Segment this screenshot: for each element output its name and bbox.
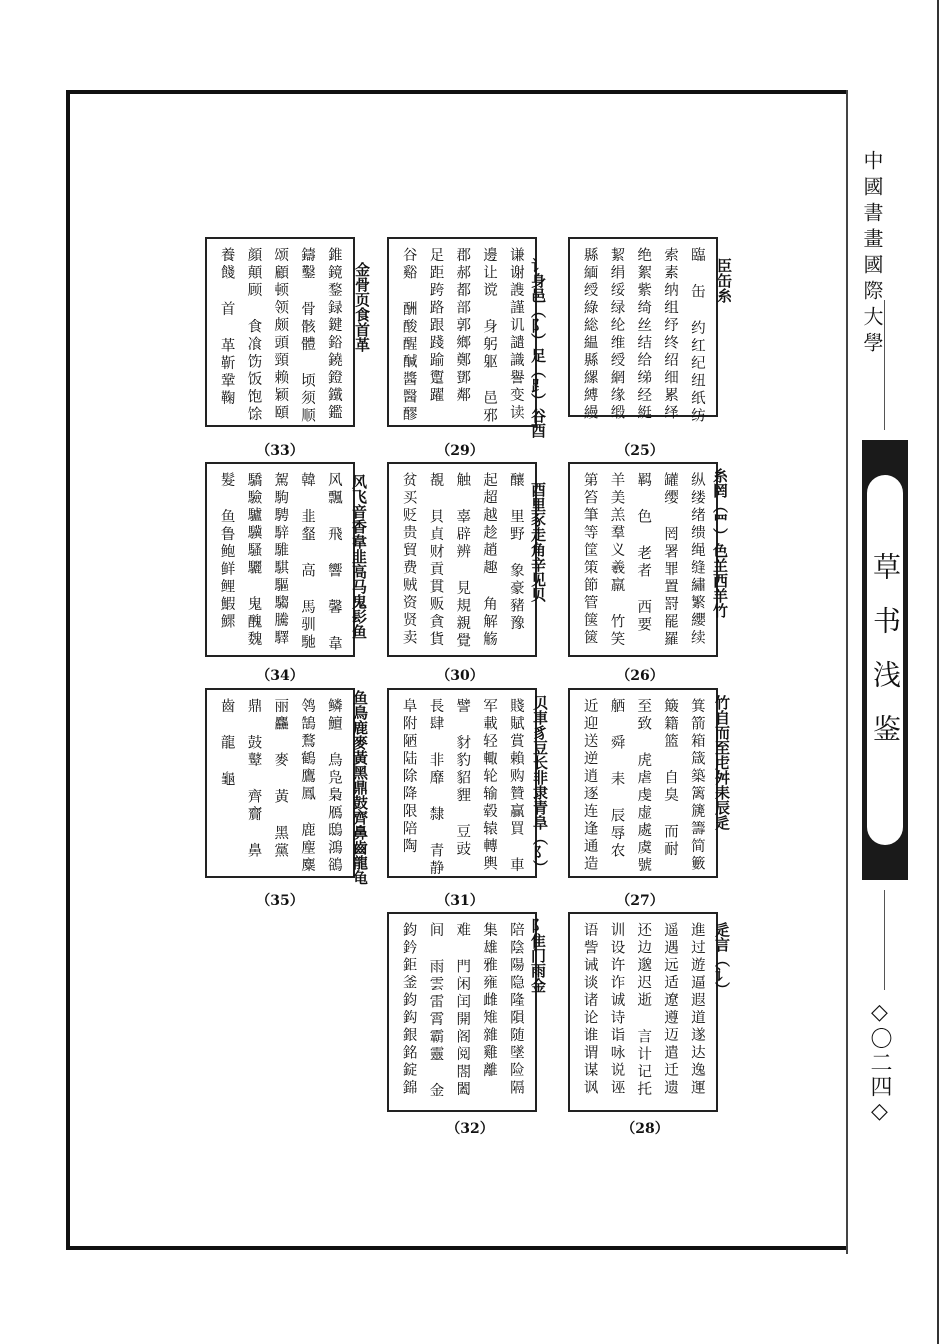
- character-column: 舾 舜 耒 辰辱农: [608, 698, 625, 860]
- character-column: 韓 韭韰 高 馬驯馳: [299, 472, 316, 652]
- character-column: 鑄鑿 骨骸體 顷须顺: [299, 247, 316, 425]
- character-column: 絜绢绥绿纶维绶網缘缎: [608, 247, 625, 422]
- character-column: 齒 龍 龜: [218, 698, 235, 789]
- section-number: （32）: [446, 1121, 494, 1137]
- character-column: 罐缨 罔署罪置罸罷羅: [662, 472, 679, 649]
- character-column: 还边邈迟逝 言计记托: [635, 922, 652, 1099]
- character-column: 覩 貝貞财貢貫贩貪貨: [427, 472, 444, 649]
- character-column: 语訾诫谈诸论谁谓谋讽: [581, 922, 598, 1097]
- character-column: 髮 鱼鲁鲍鲜鲤鰕鰥: [218, 472, 235, 631]
- character-column: 起超越趁趙趣 角解觞: [481, 472, 498, 649]
- character-column: 羁 色 老者 西要: [635, 472, 652, 634]
- section-number: （28）: [621, 1121, 669, 1137]
- character-column: 贫买贬贵貿费贼资贤卖: [400, 472, 417, 647]
- character-column: 鈞鈐鉅釜鈞鈎銀銘錠錦: [400, 922, 417, 1097]
- character-column: 近迎送逆逍逐连逢通造: [581, 698, 598, 873]
- character-column: 錐鏡鍪録鍵鋊鐃鐙鐵鑑: [325, 247, 342, 422]
- title-banner: [862, 440, 908, 880]
- radical-heading: 臣缶糸: [715, 258, 733, 303]
- character-column: 賤賦賞賴购贊贏買 車: [507, 698, 524, 875]
- character-column: 陪陰陽隐隆隕随墜险隔: [507, 922, 524, 1097]
- character-column: 鼎 鼓鼙 齊齎 鼻: [245, 698, 262, 860]
- radical-heading: 辵言（讠）: [713, 922, 731, 997]
- character-column: 至致 虎虐虔虚處虞號: [635, 698, 652, 875]
- radical-heading: 阝隹门雨金: [529, 918, 547, 993]
- character-column: 簸籍篮 自臭 而耐: [662, 698, 679, 859]
- side-divider-lower: [884, 890, 885, 990]
- radical-heading: 糸罔（罒）色𦍌西羊竹: [711, 468, 729, 618]
- character-column: 鳞鱣 鳥凫梟鴈鴟鴻鵒: [325, 698, 342, 875]
- character-column: 釀 里野 象豪豬豫: [507, 472, 524, 633]
- character-column: 養餞 首 革靳鞏鞠: [218, 247, 235, 408]
- character-box: [568, 237, 718, 425]
- character-box: [205, 237, 355, 427]
- section-number: （25）: [616, 443, 664, 459]
- radical-heading: 鱼鳥鹿麥黃黑鼎鼓齊鼻齒龍龟: [351, 690, 369, 885]
- book-title: 草书浅鉴: [869, 552, 902, 768]
- character-column: 譬 豺豹貂貍 豆豉: [454, 698, 471, 859]
- character-box: [205, 688, 355, 878]
- page-edge-rule: [937, 0, 939, 1344]
- character-column: 箕箭箱箴築篱篪籌简籔: [688, 698, 705, 873]
- character-column: 遥遇远适遼遵迈遣迁遗: [662, 922, 679, 1097]
- character-column: 触 辜辟辨 見規親覺: [454, 472, 471, 650]
- character-column: 駕駒騁騂騅騏驅騶騰驛: [272, 472, 289, 647]
- section-number: （30）: [436, 668, 484, 684]
- section-number: （29）: [436, 443, 484, 459]
- character-column: 难 門闲闰開阁阅閤闔: [454, 922, 471, 1099]
- section-number: （35）: [256, 893, 304, 909]
- radical-heading: 酉里豕走角辛见贝: [529, 482, 547, 602]
- section-number: （31）: [436, 893, 484, 909]
- character-column: 谷谿 酬酸醒醎醬醫醪: [400, 247, 417, 424]
- character-box: [387, 237, 537, 427]
- section-number: （26）: [616, 668, 664, 684]
- character-column: 训设许诈诚诗诣咏说诬: [608, 922, 625, 1097]
- character-column: 長肆 非靡 隸 青静: [427, 698, 444, 878]
- character-column: 邊让谠 身躬躯 邑邪: [481, 247, 498, 425]
- radical-heading: 风飞音香韋韭高马鬼髟鱼: [350, 474, 368, 639]
- character-column: 足距跨路跟踐踰躗躍: [427, 247, 444, 405]
- character-column: 谦谢謢謹讥譴識譽变读: [507, 247, 524, 422]
- section-number: （33）: [256, 443, 304, 459]
- character-column: 進过遊逼遐道遂达逸運: [688, 922, 705, 1097]
- character-box: [205, 462, 355, 657]
- character-column: 鸰鵠鶩鶴鷹鳳 鹿麈麋: [299, 698, 316, 875]
- character-column: 颂顧顿领颇頭頸赖颖頤: [272, 247, 289, 422]
- character-box: [387, 688, 537, 878]
- character-box: [568, 688, 718, 878]
- character-column: 绝絮紫绮丝结给绨经綎: [635, 247, 652, 422]
- section-number: （27）: [616, 893, 664, 909]
- character-box: [387, 462, 537, 657]
- character-column: 顔顛顾 食飡饬饭饱馀: [245, 247, 262, 424]
- character-column: 第笞筆等筐策節管箧篋: [581, 472, 598, 647]
- side-divider-upper: [884, 300, 885, 430]
- character-column: 丽麤 麥 黃 黑黨: [272, 698, 289, 860]
- character-column: 集雄雅雍雌雉雜雞離: [481, 922, 498, 1080]
- character-box: [568, 462, 718, 657]
- character-box: [568, 912, 718, 1112]
- character-column: 风飄 飛 響 馨 韋: [325, 472, 342, 653]
- character-column: 间 雨雲雷霄霸靈 金: [427, 922, 444, 1100]
- character-column: 军載轻輙轮输毂辕轉輿: [481, 698, 498, 873]
- character-column: 索素纳组纾终绍细累绎: [662, 247, 679, 422]
- radical-heading: 贝車豸豆长非隶青阜（阝）: [531, 695, 549, 875]
- margin-rule: [846, 90, 848, 1254]
- character-column: 臨 缶 约红纪纽纸纺: [688, 247, 705, 425]
- character-column: 羊美羔羣义羲羸 竹笑: [608, 472, 625, 649]
- university-name: 中國書畫國際大學: [860, 150, 884, 358]
- section-number: （34）: [256, 668, 304, 684]
- character-box: [387, 912, 537, 1112]
- radical-heading: 讠身邑（阝）足（⻊）谷酉: [529, 258, 547, 438]
- title-cartouche: [867, 475, 903, 845]
- character-column: 郡郝都部郭鄉鄭鄧鄰: [454, 247, 471, 405]
- page-number: ◇〇二四◇: [867, 1000, 892, 1126]
- character-column: 纵缕绪缋绳缝繡繁纓续: [688, 472, 705, 647]
- character-column: 阜附陋陆除降限陪陶: [400, 698, 417, 856]
- radical-heading: 竹自而至虍舛耒辰辵: [713, 695, 731, 830]
- radical-heading: 金骨页食首革: [353, 262, 371, 352]
- character-column: 縣緬绶綠総緼縣縲縛縵: [581, 247, 598, 422]
- character-column: 驕驗驢驥騷驪 鬼醜魏: [245, 472, 262, 649]
